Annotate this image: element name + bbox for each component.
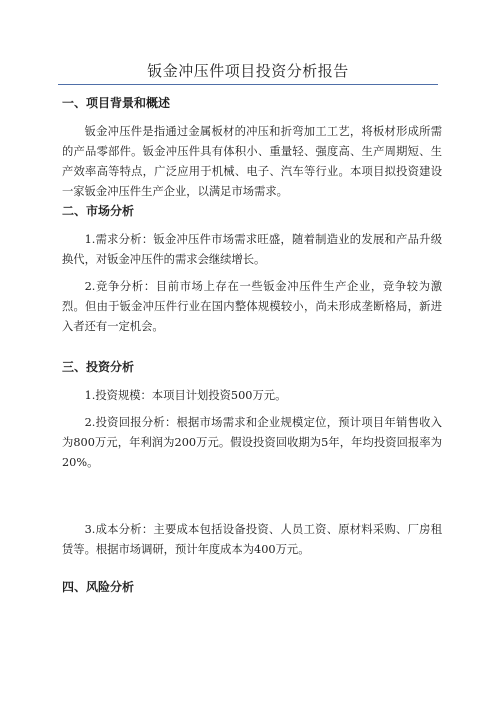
section-heading-risk: 四、风险分析 (62, 580, 135, 594)
paragraph-background-overview: 钣金冲压件是指通过金属板材的冲压和折弯加工工艺，将板材形成所需的产品零部件。钣金冲压件具有体积小、重量轻、强度高、生产周期短、生产效率高等特点，广泛应用于机械、电子、汽车等行业。本项目拟投资建设一家钣金冲压件生产企业，以满足市场需求。 (62, 125, 442, 198)
paragraph-cost-analysis: 3.成本分析：主要成本包括设备投资、人员工资、原材料采购、厂房租赁等。根据市场调研，预计年度成本为400万元。 (62, 523, 442, 556)
section-heading-market: 二、市场分析 (62, 204, 135, 218)
paragraph-investment-return: 2.投资回报分析：根据市场需求和企业规模定位，预计项目年销售收入为800万元，年利润为200万元。假设投资回收期为5年，年均投资回报率为20%。 (62, 416, 442, 469)
paragraph-investment-scale: 1.投资规模：本项目计划投资500万元。 (84, 389, 287, 402)
title-underline (58, 84, 438, 85)
paragraph-competition-analysis: 2.竞争分析：目前市场上存在一些钣金冲压件生产企业，竞争较为激烈。但由于钣金冲压件行业在国内整体规模较小，尚未形成垄断格局，新进入者还有一定机会。 (62, 280, 442, 333)
document-title: 钣金冲压件项目投资分析报告 (147, 62, 349, 80)
paragraph-demand-analysis: 1.需求分析：钣金冲压件市场需求旺盛，随着制造业的发展和产品升级换代，对钣金冲压件的需求会继续增长。 (62, 233, 442, 266)
section-heading-background: 一、项目背景和概述 (62, 96, 171, 110)
section-heading-investment: 三、投资分析 (62, 360, 135, 374)
